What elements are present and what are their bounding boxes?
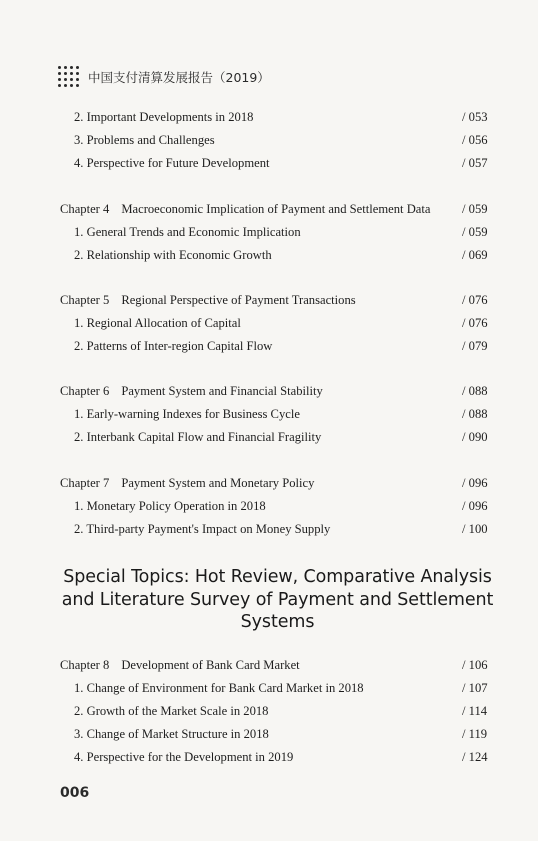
- toc-item-label: 3. Change of Market Structure in 2018: [74, 727, 269, 741]
- toc-item-label: 2. Growth of the Market Scale in 2018: [74, 704, 269, 718]
- toc-chapter: [0, 655, 538, 675]
- toc-item: [0, 724, 538, 744]
- toc-page-ref: / 088: [462, 384, 488, 398]
- toc-page-ref: / 076: [462, 293, 488, 307]
- toc-page-ref: / 124: [462, 750, 488, 764]
- running-header: [58, 66, 498, 94]
- toc-page-ref: / 059: [462, 225, 488, 239]
- toc-item: [0, 404, 538, 424]
- chapter-number: Chapter 6: [60, 384, 110, 398]
- toc-page-ref: / 079: [462, 339, 488, 353]
- toc-item: [0, 747, 538, 767]
- toc-item-label: 2. Interbank Capital Flow and Financial Fragility: [74, 430, 322, 444]
- special-topics-heading-line: and Literature Survey of Payment and Settlement: [61, 589, 494, 610]
- toc-item-label: 2. Relationship with Economic Growth: [74, 248, 272, 262]
- toc-item: [0, 519, 538, 539]
- toc-item-label: 1. Regional Allocation of Capital: [74, 316, 241, 330]
- toc-item: [0, 222, 538, 242]
- toc-item: [0, 153, 538, 173]
- toc-item: [0, 336, 538, 356]
- toc-page-ref: / 057: [462, 156, 488, 170]
- toc-page-ref: / 096: [462, 499, 488, 513]
- toc-item-label: 4. Perspective for the Development in 2019: [74, 750, 294, 764]
- special-topics-heading-line: Systems: [240, 612, 315, 632]
- toc-page-ref: / 096: [462, 476, 488, 490]
- toc-item-label: 1. Change of Environment for Bank Card Market in 2018: [74, 681, 364, 695]
- chapter-title: Payment System and Monetary Policy: [121, 476, 315, 490]
- chapter-title: Payment System and Financial Stability: [121, 384, 323, 398]
- dot-grid-logo: [58, 66, 80, 94]
- toc-item-label: 1. Monetary Policy Operation in 2018: [74, 499, 266, 513]
- toc-page-ref: / 090: [462, 430, 488, 444]
- toc-page-ref: / 119: [462, 727, 488, 741]
- chapter-title: Macroeconomic Implication of Payment and Settlement Data: [121, 202, 431, 216]
- toc-chapter: [0, 381, 538, 401]
- chapter-number: Chapter 7: [60, 476, 110, 490]
- special-topics-heading: [40, 566, 515, 634]
- chapter-number: Chapter 4: [60, 202, 110, 216]
- toc-item-label: 3. Problems and Challenges: [74, 133, 215, 147]
- toc-item: [0, 107, 538, 127]
- toc-chapter: [0, 473, 538, 493]
- toc-chapter: [0, 290, 538, 310]
- toc-page-ref: / 076: [462, 316, 488, 330]
- toc-item-label: 1. General Trends and Economic Implication: [74, 225, 301, 239]
- toc-item-label: 1. Early-warning Indexes for Business Cycle: [74, 407, 300, 421]
- toc-item-label: 2. Important Developments in 2018: [74, 110, 254, 124]
- toc-item: [0, 245, 538, 265]
- toc-item-label: 4. Perspective for Future Development: [74, 156, 270, 170]
- toc-page-ref: / 053: [462, 110, 488, 124]
- toc-item: [0, 678, 538, 698]
- toc-page-ref: / 069: [462, 248, 488, 262]
- chapter-number: Chapter 5: [60, 293, 110, 307]
- special-topics-heading-line: Special Topics: Hot Review, Comparative Analysis: [63, 567, 492, 587]
- toc-page-ref: / 107: [462, 681, 488, 695]
- toc-item-label: 2. Third-party Payment's Impact on Money Supply: [74, 522, 331, 536]
- toc-item: [0, 313, 538, 333]
- toc-page-ref: / 088: [462, 407, 488, 421]
- chapter-title: Regional Perspective of Payment Transactions: [121, 293, 356, 307]
- toc-item: [0, 701, 538, 721]
- toc-page-ref: / 106: [462, 658, 488, 672]
- toc-chapter: [0, 199, 538, 219]
- page-number: 006: [60, 785, 90, 801]
- toc-page-ref: / 114: [462, 704, 488, 718]
- chapter-number: Chapter 8: [60, 658, 110, 672]
- chapter-title: Development of Bank Card Market: [121, 658, 300, 672]
- toc-item: [0, 496, 538, 516]
- toc-item: [0, 130, 538, 150]
- toc-item-label: 2. Patterns of Inter-region Capital Flow: [74, 339, 273, 353]
- toc-page-ref: / 056: [462, 133, 488, 147]
- toc-page-ref: / 100: [462, 522, 488, 536]
- toc-page-ref: / 059: [462, 202, 488, 216]
- toc-item: [0, 427, 538, 447]
- running-header-title: 中国支付清算发展报告（2019）: [88, 70, 270, 85]
